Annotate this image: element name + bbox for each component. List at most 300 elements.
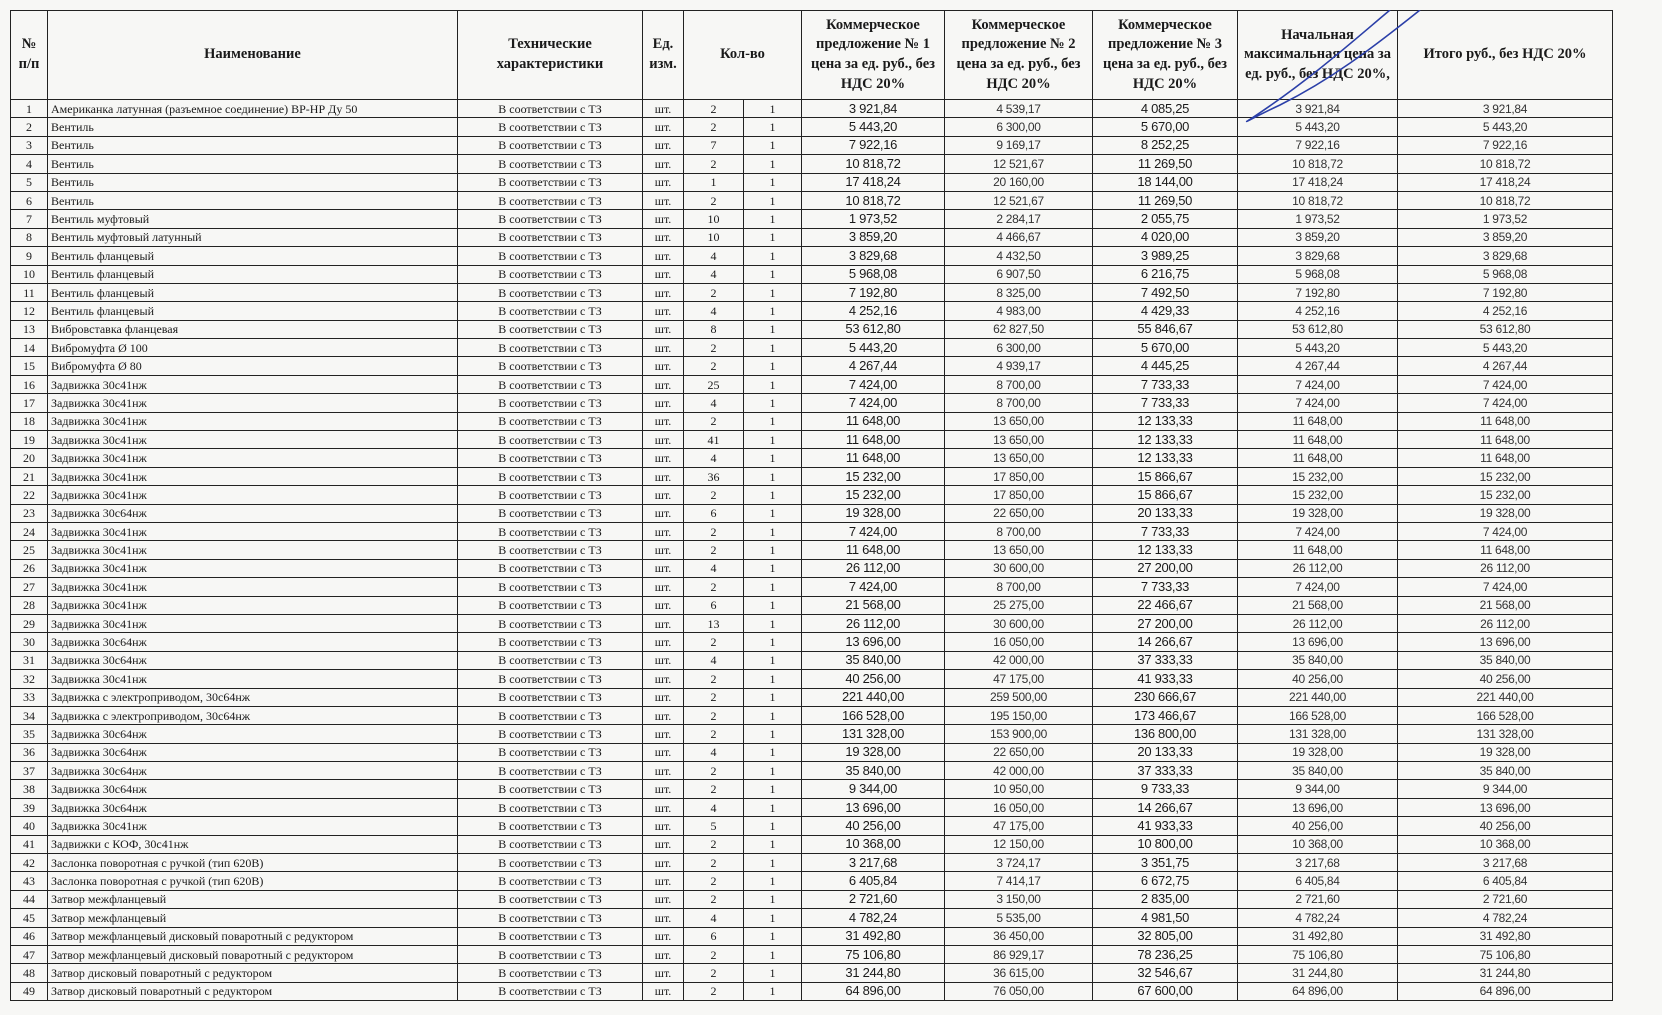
row-num: 31 [11, 651, 48, 669]
offer3-price: 6 216,75 [1093, 265, 1238, 283]
row-num: 20 [11, 449, 48, 467]
table-row [11, 118, 1613, 136]
table-row [11, 486, 1613, 504]
item-unit: шт. [643, 339, 684, 357]
item-unit: шт. [643, 375, 684, 393]
offer3-price: 11 269,50 [1093, 191, 1238, 209]
table-row [11, 670, 1613, 688]
item-name: Задвижка 30с41нж [48, 486, 458, 504]
item-spec: В соответствии с ТЗ [458, 320, 643, 338]
row-num: 14 [11, 339, 48, 357]
row-num: 23 [11, 504, 48, 522]
item-name: Американка латунная (разъемное соединение) ВР-НР Ду 50 [48, 100, 458, 118]
nmc-price: 5 443,20 [1238, 339, 1398, 357]
nmc-price: 131 328,00 [1238, 725, 1398, 743]
table-row [11, 173, 1613, 191]
row-num: 13 [11, 320, 48, 338]
item-unit: шт. [643, 228, 684, 246]
offer2-price: 13 650,00 [945, 412, 1093, 430]
offer1-price: 7 424,00 [802, 394, 945, 412]
offer2-price: 4 983,00 [945, 302, 1093, 320]
item-spec: В соответствии с ТЗ [458, 780, 643, 798]
item-unit: шт. [643, 504, 684, 522]
item-unit: шт. [643, 762, 684, 780]
table-row [11, 357, 1613, 375]
table-row [11, 945, 1613, 963]
table-row [11, 798, 1613, 816]
header-offer2: Коммерческое предложение № 2 цена за ед. руб., без НДС 20% [945, 11, 1093, 100]
offer2-price: 8 700,00 [945, 394, 1093, 412]
table-row [11, 909, 1613, 927]
item-qty-factor: 1 [744, 394, 802, 412]
item-spec: В соответствии с ТЗ [458, 872, 643, 890]
price-table [10, 10, 1613, 1001]
row-num: 7 [11, 210, 48, 228]
nmc-price: 26 112,00 [1238, 559, 1398, 577]
offer2-price: 10 950,00 [945, 780, 1093, 798]
item-qty-factor: 1 [744, 706, 802, 724]
item-spec: В соответствии с ТЗ [458, 854, 643, 872]
item-qty: 36 [684, 467, 744, 485]
offer2-price: 259 500,00 [945, 688, 1093, 706]
nmc-price: 19 328,00 [1238, 743, 1398, 761]
total-price: 13 696,00 [1398, 633, 1613, 651]
nmc-price: 35 840,00 [1238, 651, 1398, 669]
offer1-price: 6 405,84 [802, 872, 945, 890]
row-num: 34 [11, 706, 48, 724]
total-price: 3 859,20 [1398, 228, 1613, 246]
nmc-price: 10 818,72 [1238, 155, 1398, 173]
item-qty-factor: 1 [744, 504, 802, 522]
item-spec: В соответствии с ТЗ [458, 210, 643, 228]
header-qty: Кол-во [684, 11, 802, 100]
table-row [11, 541, 1613, 559]
offer1-price: 10 818,72 [802, 155, 945, 173]
row-num: 40 [11, 817, 48, 835]
offer2-price: 8 700,00 [945, 578, 1093, 596]
item-qty: 2 [684, 982, 744, 1000]
offer3-price: 22 466,67 [1093, 596, 1238, 614]
row-num: 24 [11, 522, 48, 540]
header-offer1: Коммерческое предложение № 1 цена за ед. руб., без НДС 20% [802, 11, 945, 100]
item-spec: В соответствии с ТЗ [458, 725, 643, 743]
offer2-price: 6 907,50 [945, 265, 1093, 283]
nmc-price: 17 418,24 [1238, 173, 1398, 191]
offer2-price: 30 600,00 [945, 559, 1093, 577]
offer1-price: 11 648,00 [802, 449, 945, 467]
offer3-price: 7 733,33 [1093, 394, 1238, 412]
nmc-price: 26 112,00 [1238, 614, 1398, 632]
item-name: Задвижка 30с41нж [48, 614, 458, 632]
nmc-price: 11 648,00 [1238, 541, 1398, 559]
offer3-price: 173 466,67 [1093, 706, 1238, 724]
nmc-price: 40 256,00 [1238, 817, 1398, 835]
item-name: Задвижка 30с41нж [48, 596, 458, 614]
offer2-price: 62 827,50 [945, 320, 1093, 338]
offer3-price: 15 866,67 [1093, 486, 1238, 504]
offer1-price: 11 648,00 [802, 541, 945, 559]
total-price: 5 443,20 [1398, 339, 1613, 357]
header-name: Наименование [48, 11, 458, 100]
offer3-price: 41 933,33 [1093, 817, 1238, 835]
row-num: 17 [11, 394, 48, 412]
offer1-price: 35 840,00 [802, 762, 945, 780]
item-spec: В соответствии с ТЗ [458, 228, 643, 246]
offer3-price: 230 666,67 [1093, 688, 1238, 706]
item-qty-factor: 1 [744, 945, 802, 963]
offer1-price: 40 256,00 [802, 817, 945, 835]
item-name: Задвижка 30с64нж [48, 798, 458, 816]
offer2-price: 7 414,17 [945, 872, 1093, 890]
item-spec: В соответствии с ТЗ [458, 522, 643, 540]
item-unit: шт. [643, 982, 684, 1000]
offer3-price: 3 989,25 [1093, 247, 1238, 265]
item-spec: В соответствии с ТЗ [458, 596, 643, 614]
table-row [11, 210, 1613, 228]
header-spec: Технические характеристики [458, 11, 643, 100]
item-unit: шт. [643, 118, 684, 136]
nmc-price: 7 424,00 [1238, 394, 1398, 412]
item-qty: 10 [684, 210, 744, 228]
item-name: Задвижка 30с64нж [48, 651, 458, 669]
offer3-price: 4 085,25 [1093, 100, 1238, 118]
total-price: 1 973,52 [1398, 210, 1613, 228]
row-num: 15 [11, 357, 48, 375]
item-unit: шт. [643, 467, 684, 485]
item-qty: 2 [684, 706, 744, 724]
offer1-price: 75 106,80 [802, 945, 945, 963]
item-spec: В соответствии с ТЗ [458, 449, 643, 467]
offer2-price: 8 325,00 [945, 283, 1093, 301]
row-num: 8 [11, 228, 48, 246]
item-qty: 2 [684, 688, 744, 706]
item-spec: В соответствии с ТЗ [458, 486, 643, 504]
offer3-price: 5 670,00 [1093, 339, 1238, 357]
item-qty-factor: 1 [744, 688, 802, 706]
item-qty-factor: 1 [744, 155, 802, 173]
item-unit: шт. [643, 614, 684, 632]
offer1-price: 26 112,00 [802, 559, 945, 577]
offer3-price: 18 144,00 [1093, 173, 1238, 191]
offer3-price: 78 236,25 [1093, 945, 1238, 963]
item-spec: В соответствии с ТЗ [458, 173, 643, 191]
item-qty: 41 [684, 431, 744, 449]
item-unit: шт. [643, 283, 684, 301]
offer1-price: 21 568,00 [802, 596, 945, 614]
offer2-price: 16 050,00 [945, 633, 1093, 651]
row-num: 42 [11, 854, 48, 872]
offer1-price: 13 696,00 [802, 798, 945, 816]
nmc-price: 10 818,72 [1238, 191, 1398, 209]
item-name: Задвижка с электроприводом, 30с64нж [48, 688, 458, 706]
item-spec: В соответствии с ТЗ [458, 706, 643, 724]
item-qty-factor: 1 [744, 522, 802, 540]
row-num: 49 [11, 982, 48, 1000]
item-spec: В соответствии с ТЗ [458, 559, 643, 577]
row-num: 4 [11, 155, 48, 173]
total-price: 166 528,00 [1398, 706, 1613, 724]
row-num: 48 [11, 964, 48, 982]
offer1-price: 7 424,00 [802, 522, 945, 540]
item-qty-factor: 1 [744, 890, 802, 908]
table-row [11, 339, 1613, 357]
item-qty-factor: 1 [744, 173, 802, 191]
offer1-price: 53 612,80 [802, 320, 945, 338]
total-price: 31 492,80 [1398, 927, 1613, 945]
header-num: № п/п [11, 11, 48, 100]
item-name: Затвор межфланцевый [48, 909, 458, 927]
offer2-price: 3 724,17 [945, 854, 1093, 872]
nmc-price: 31 492,80 [1238, 927, 1398, 945]
item-unit: шт. [643, 835, 684, 853]
item-qty-factor: 1 [744, 964, 802, 982]
item-unit: шт. [643, 596, 684, 614]
total-price: 40 256,00 [1398, 670, 1613, 688]
item-name: Задвижка 30с41нж [48, 559, 458, 577]
offer2-price: 12 150,00 [945, 835, 1093, 853]
item-qty-factor: 1 [744, 872, 802, 890]
item-qty-factor: 1 [744, 578, 802, 596]
row-num: 12 [11, 302, 48, 320]
table-row [11, 431, 1613, 449]
table-row [11, 927, 1613, 945]
item-name: Задвижка 30с64нж [48, 504, 458, 522]
item-qty: 6 [684, 504, 744, 522]
item-qty: 2 [684, 100, 744, 118]
offer1-price: 40 256,00 [802, 670, 945, 688]
offer2-price: 13 650,00 [945, 449, 1093, 467]
offer2-price: 16 050,00 [945, 798, 1093, 816]
total-price: 7 424,00 [1398, 522, 1613, 540]
nmc-price: 7 424,00 [1238, 522, 1398, 540]
item-name: Затвор межфланцевый дисковый поваротный с редуктором [48, 945, 458, 963]
item-qty-factor: 1 [744, 817, 802, 835]
total-price: 131 328,00 [1398, 725, 1613, 743]
offer2-price: 4 539,17 [945, 100, 1093, 118]
row-num: 25 [11, 541, 48, 559]
item-spec: В соответствии с ТЗ [458, 762, 643, 780]
item-unit: шт. [643, 945, 684, 963]
item-name: Вентиль фланцевый [48, 265, 458, 283]
item-qty: 6 [684, 596, 744, 614]
item-qty: 4 [684, 302, 744, 320]
table-row [11, 633, 1613, 651]
item-qty: 2 [684, 633, 744, 651]
total-price: 3 829,68 [1398, 247, 1613, 265]
item-spec: В соответствии с ТЗ [458, 945, 643, 963]
item-qty: 2 [684, 890, 744, 908]
item-qty: 25 [684, 375, 744, 393]
nmc-price: 21 568,00 [1238, 596, 1398, 614]
offer1-price: 19 328,00 [802, 504, 945, 522]
row-num: 37 [11, 762, 48, 780]
offer2-price: 13 650,00 [945, 541, 1093, 559]
total-price: 19 328,00 [1398, 743, 1613, 761]
item-name: Вентиль [48, 191, 458, 209]
offer1-price: 11 648,00 [802, 431, 945, 449]
item-qty-factor: 1 [744, 743, 802, 761]
total-price: 40 256,00 [1398, 817, 1613, 835]
offer1-price: 15 232,00 [802, 467, 945, 485]
item-qty-factor: 1 [744, 633, 802, 651]
item-name: Вентиль [48, 155, 458, 173]
item-unit: шт. [643, 136, 684, 154]
total-price: 31 244,80 [1398, 964, 1613, 982]
item-qty: 2 [684, 155, 744, 173]
offer3-price: 7 733,33 [1093, 578, 1238, 596]
offer3-price: 9 733,33 [1093, 780, 1238, 798]
item-name: Вентиль фланцевый [48, 247, 458, 265]
item-qty-factor: 1 [744, 100, 802, 118]
total-price: 4 252,16 [1398, 302, 1613, 320]
table-row [11, 872, 1613, 890]
offer2-price: 42 000,00 [945, 651, 1093, 669]
table-row [11, 320, 1613, 338]
item-name: Затвор дисковый поваротный с редуктором [48, 964, 458, 982]
offer3-price: 4 020,00 [1093, 228, 1238, 246]
item-qty: 2 [684, 964, 744, 982]
item-qty: 4 [684, 798, 744, 816]
offer2-price: 153 900,00 [945, 725, 1093, 743]
item-spec: В соответствии с ТЗ [458, 302, 643, 320]
offer2-price: 36 450,00 [945, 927, 1093, 945]
item-spec: В соответствии с ТЗ [458, 798, 643, 816]
nmc-price: 11 648,00 [1238, 449, 1398, 467]
offer3-price: 12 133,33 [1093, 412, 1238, 430]
item-qty-factor: 1 [744, 247, 802, 265]
row-num: 11 [11, 283, 48, 301]
item-name: Заслонка поворотная с ручкой (тип 620В) [48, 854, 458, 872]
item-qty-factor: 1 [744, 614, 802, 632]
total-price: 15 232,00 [1398, 467, 1613, 485]
item-spec: В соответствии с ТЗ [458, 339, 643, 357]
item-unit: шт. [643, 890, 684, 908]
item-unit: шт. [643, 522, 684, 540]
offer2-price: 8 700,00 [945, 375, 1093, 393]
nmc-price: 31 244,80 [1238, 964, 1398, 982]
offer3-price: 41 933,33 [1093, 670, 1238, 688]
nmc-price: 15 232,00 [1238, 486, 1398, 504]
offer3-price: 4 981,50 [1093, 909, 1238, 927]
item-name: Задвижка 30с64нж [48, 780, 458, 798]
row-num: 21 [11, 467, 48, 485]
offer2-price: 17 850,00 [945, 486, 1093, 504]
table-row [11, 890, 1613, 908]
item-qty: 2 [684, 854, 744, 872]
item-qty-factor: 1 [744, 265, 802, 283]
table-row [11, 228, 1613, 246]
item-spec: В соответствии с ТЗ [458, 964, 643, 982]
total-price: 3 921,84 [1398, 100, 1613, 118]
nmc-price: 7 424,00 [1238, 578, 1398, 596]
item-spec: В соответствии с ТЗ [458, 688, 643, 706]
row-num: 18 [11, 412, 48, 430]
table-row [11, 522, 1613, 540]
item-unit: шт. [643, 357, 684, 375]
table-row [11, 780, 1613, 798]
item-name: Задвижка 30с64нж [48, 725, 458, 743]
item-qty-factor: 1 [744, 486, 802, 504]
row-num: 41 [11, 835, 48, 853]
total-price: 75 106,80 [1398, 945, 1613, 963]
row-num: 35 [11, 725, 48, 743]
item-spec: В соответствии с ТЗ [458, 504, 643, 522]
offer2-price: 4 939,17 [945, 357, 1093, 375]
item-qty: 4 [684, 265, 744, 283]
item-qty-factor: 1 [744, 762, 802, 780]
nmc-price: 5 968,08 [1238, 265, 1398, 283]
offer3-price: 7 733,33 [1093, 375, 1238, 393]
row-num: 16 [11, 375, 48, 393]
item-qty-factor: 1 [744, 431, 802, 449]
item-qty-factor: 1 [744, 449, 802, 467]
item-name: Вибровставка фланцевая [48, 320, 458, 338]
total-price: 15 232,00 [1398, 486, 1613, 504]
item-qty-factor: 1 [744, 467, 802, 485]
table-row [11, 964, 1613, 982]
row-num: 26 [11, 559, 48, 577]
item-unit: шт. [643, 100, 684, 118]
item-qty-factor: 1 [744, 302, 802, 320]
offer2-price: 13 650,00 [945, 431, 1093, 449]
table-row [11, 302, 1613, 320]
total-price: 35 840,00 [1398, 651, 1613, 669]
nmc-price: 3 859,20 [1238, 228, 1398, 246]
item-unit: шт. [643, 780, 684, 798]
item-name: Задвижка 30с41нж [48, 541, 458, 559]
item-qty: 4 [684, 394, 744, 412]
nmc-price: 6 405,84 [1238, 872, 1398, 890]
item-name: Вентиль муфтовый латунный [48, 228, 458, 246]
item-qty-factor: 1 [744, 798, 802, 816]
offer1-price: 5 443,20 [802, 118, 945, 136]
item-qty: 4 [684, 559, 744, 577]
row-num: 30 [11, 633, 48, 651]
offer2-price: 12 521,67 [945, 155, 1093, 173]
table-row [11, 283, 1613, 301]
row-num: 39 [11, 798, 48, 816]
item-spec: В соответствии с ТЗ [458, 927, 643, 945]
item-qty: 1 [684, 173, 744, 191]
offer1-price: 7 922,16 [802, 136, 945, 154]
item-spec: В соответствии с ТЗ [458, 247, 643, 265]
item-unit: шт. [643, 706, 684, 724]
item-spec: В соответствии с ТЗ [458, 265, 643, 283]
total-price: 7 922,16 [1398, 136, 1613, 154]
total-price: 7 424,00 [1398, 578, 1613, 596]
total-price: 6 405,84 [1398, 872, 1613, 890]
offer3-price: 7 492,50 [1093, 283, 1238, 301]
header-nmc: Начальная максимальная цена за ед. руб., без НДС 20%, [1238, 11, 1398, 100]
item-unit: шт. [643, 173, 684, 191]
offer1-price: 64 896,00 [802, 982, 945, 1000]
item-qty: 2 [684, 118, 744, 136]
item-name: Задвижка 30с41нж [48, 375, 458, 393]
item-unit: шт. [643, 909, 684, 927]
item-spec: В соответствии с ТЗ [458, 100, 643, 118]
nmc-price: 53 612,80 [1238, 320, 1398, 338]
offer2-price: 4 432,50 [945, 247, 1093, 265]
table-row [11, 706, 1613, 724]
nmc-price: 7 192,80 [1238, 283, 1398, 301]
total-price: 2 721,60 [1398, 890, 1613, 908]
item-qty: 2 [684, 412, 744, 430]
total-price: 53 612,80 [1398, 320, 1613, 338]
offer2-price: 12 521,67 [945, 191, 1093, 209]
item-spec: В соответствии с ТЗ [458, 357, 643, 375]
offer1-price: 5 968,08 [802, 265, 945, 283]
item-spec: В соответствии с ТЗ [458, 909, 643, 927]
